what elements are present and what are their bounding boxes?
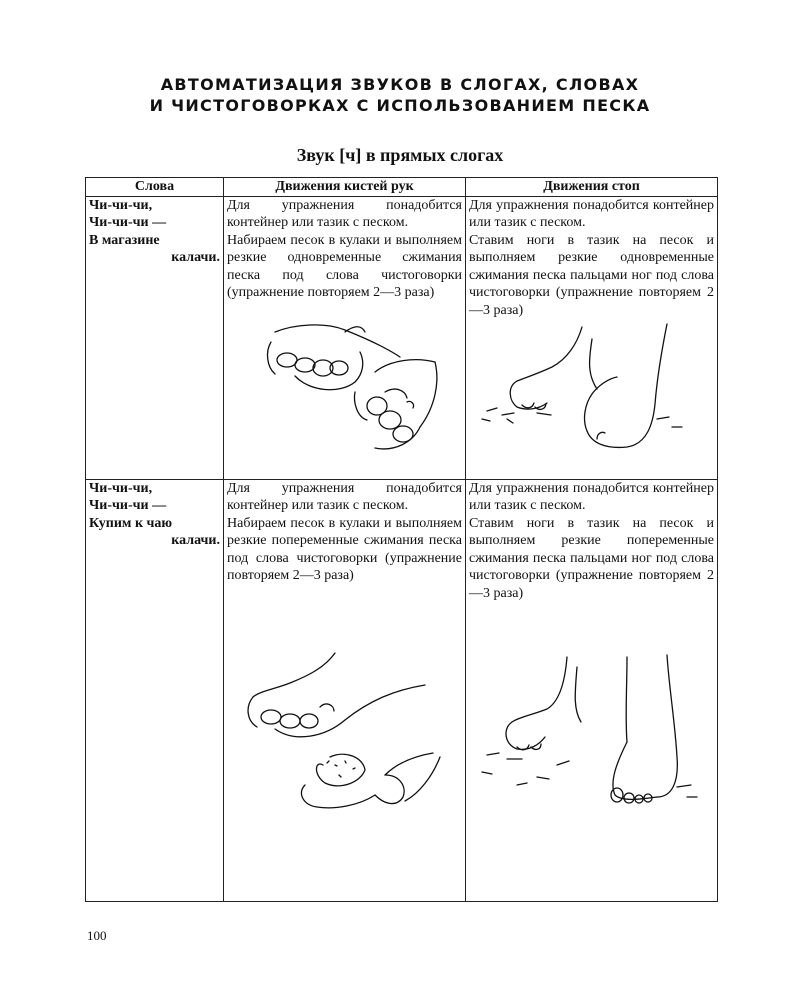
hands-cell [224, 479, 466, 902]
feet-cell [466, 479, 718, 902]
feet-illustration [477, 319, 707, 459]
hands-instruction: Для упражнения понадобится контейнер или тазик с песком. [227, 480, 462, 513]
words-cell [86, 479, 224, 902]
words-line: Чи-чи-чи, [89, 480, 153, 496]
words-line: В магазине [89, 232, 160, 248]
section-subtitle: Звук [ч] в прямых слогах [296, 145, 504, 165]
words-line: Чи-чи-чи, [89, 197, 153, 213]
words-line: калачи. [171, 250, 220, 265]
header-hands: Движения кистей рук [224, 178, 466, 197]
words-cell [86, 196, 224, 479]
feet-instruction: Ставим ноги в тазик на песок и выполняем резкие попеременные сжимания песка пальцами ног под слова чистоговорки (упражнение повторяем 2—3 раза) [469, 515, 714, 601]
feet-cell [466, 196, 718, 479]
hands-instruction: Набираем песок в кулаки и выполняем резкие одновременные сжимания песка под слова чистоговорки (упражнение повторяем 2—3 раза) [227, 232, 462, 300]
feet-instruction: Для упражнения понадобится контейнер или тазик с песком. [469, 480, 714, 513]
words-line: Чи-чи-чи — [89, 498, 167, 513]
words-line: Чи-чи-чи — [89, 215, 167, 230]
hands-instruction: Для упражнения понадобится контейнер или тазик с песком. [227, 197, 462, 230]
words-line: калачи. [171, 533, 220, 548]
words-line: Купим к чаю [89, 515, 173, 531]
title-line-2: И ЧИСТОГОВОРКАХ С ИСПОЛЬЗОВАНИЕМ ПЕСКА [149, 96, 651, 115]
table-row [86, 479, 718, 902]
feet-illustration [477, 647, 707, 827]
page-number: 100 [87, 928, 107, 943]
feet-instruction: Для упражнения понадобится контейнер или тазик с песком. [469, 197, 714, 230]
header-words: Слова [86, 178, 224, 197]
table-header-row [86, 178, 718, 197]
title-line-1: АВТОМАТИЗАЦИЯ ЗВУКОВ В СЛОГАХ, СЛОВАХ [160, 75, 640, 94]
header-feet: Движения стоп [466, 178, 718, 197]
hands-illustration [235, 302, 455, 462]
hands-instruction: Набираем песок в кулаки и выполняем резкие попеременные сжимания песка под слова чистоговорки (упражнение повторяем 2—3 раза) [227, 515, 462, 583]
feet-instruction: Ставим ноги в тазик на песок и выполняем резкие одновременные сжимания песка пальцами ног под слова чистоговорки (упражнение повторяем 2—3 раза) [469, 232, 714, 318]
hands-cell [224, 196, 466, 479]
hands-illustration [235, 645, 455, 825]
exercise-table [85, 177, 718, 902]
page-title [0, 74, 800, 116]
table-row [86, 196, 718, 479]
